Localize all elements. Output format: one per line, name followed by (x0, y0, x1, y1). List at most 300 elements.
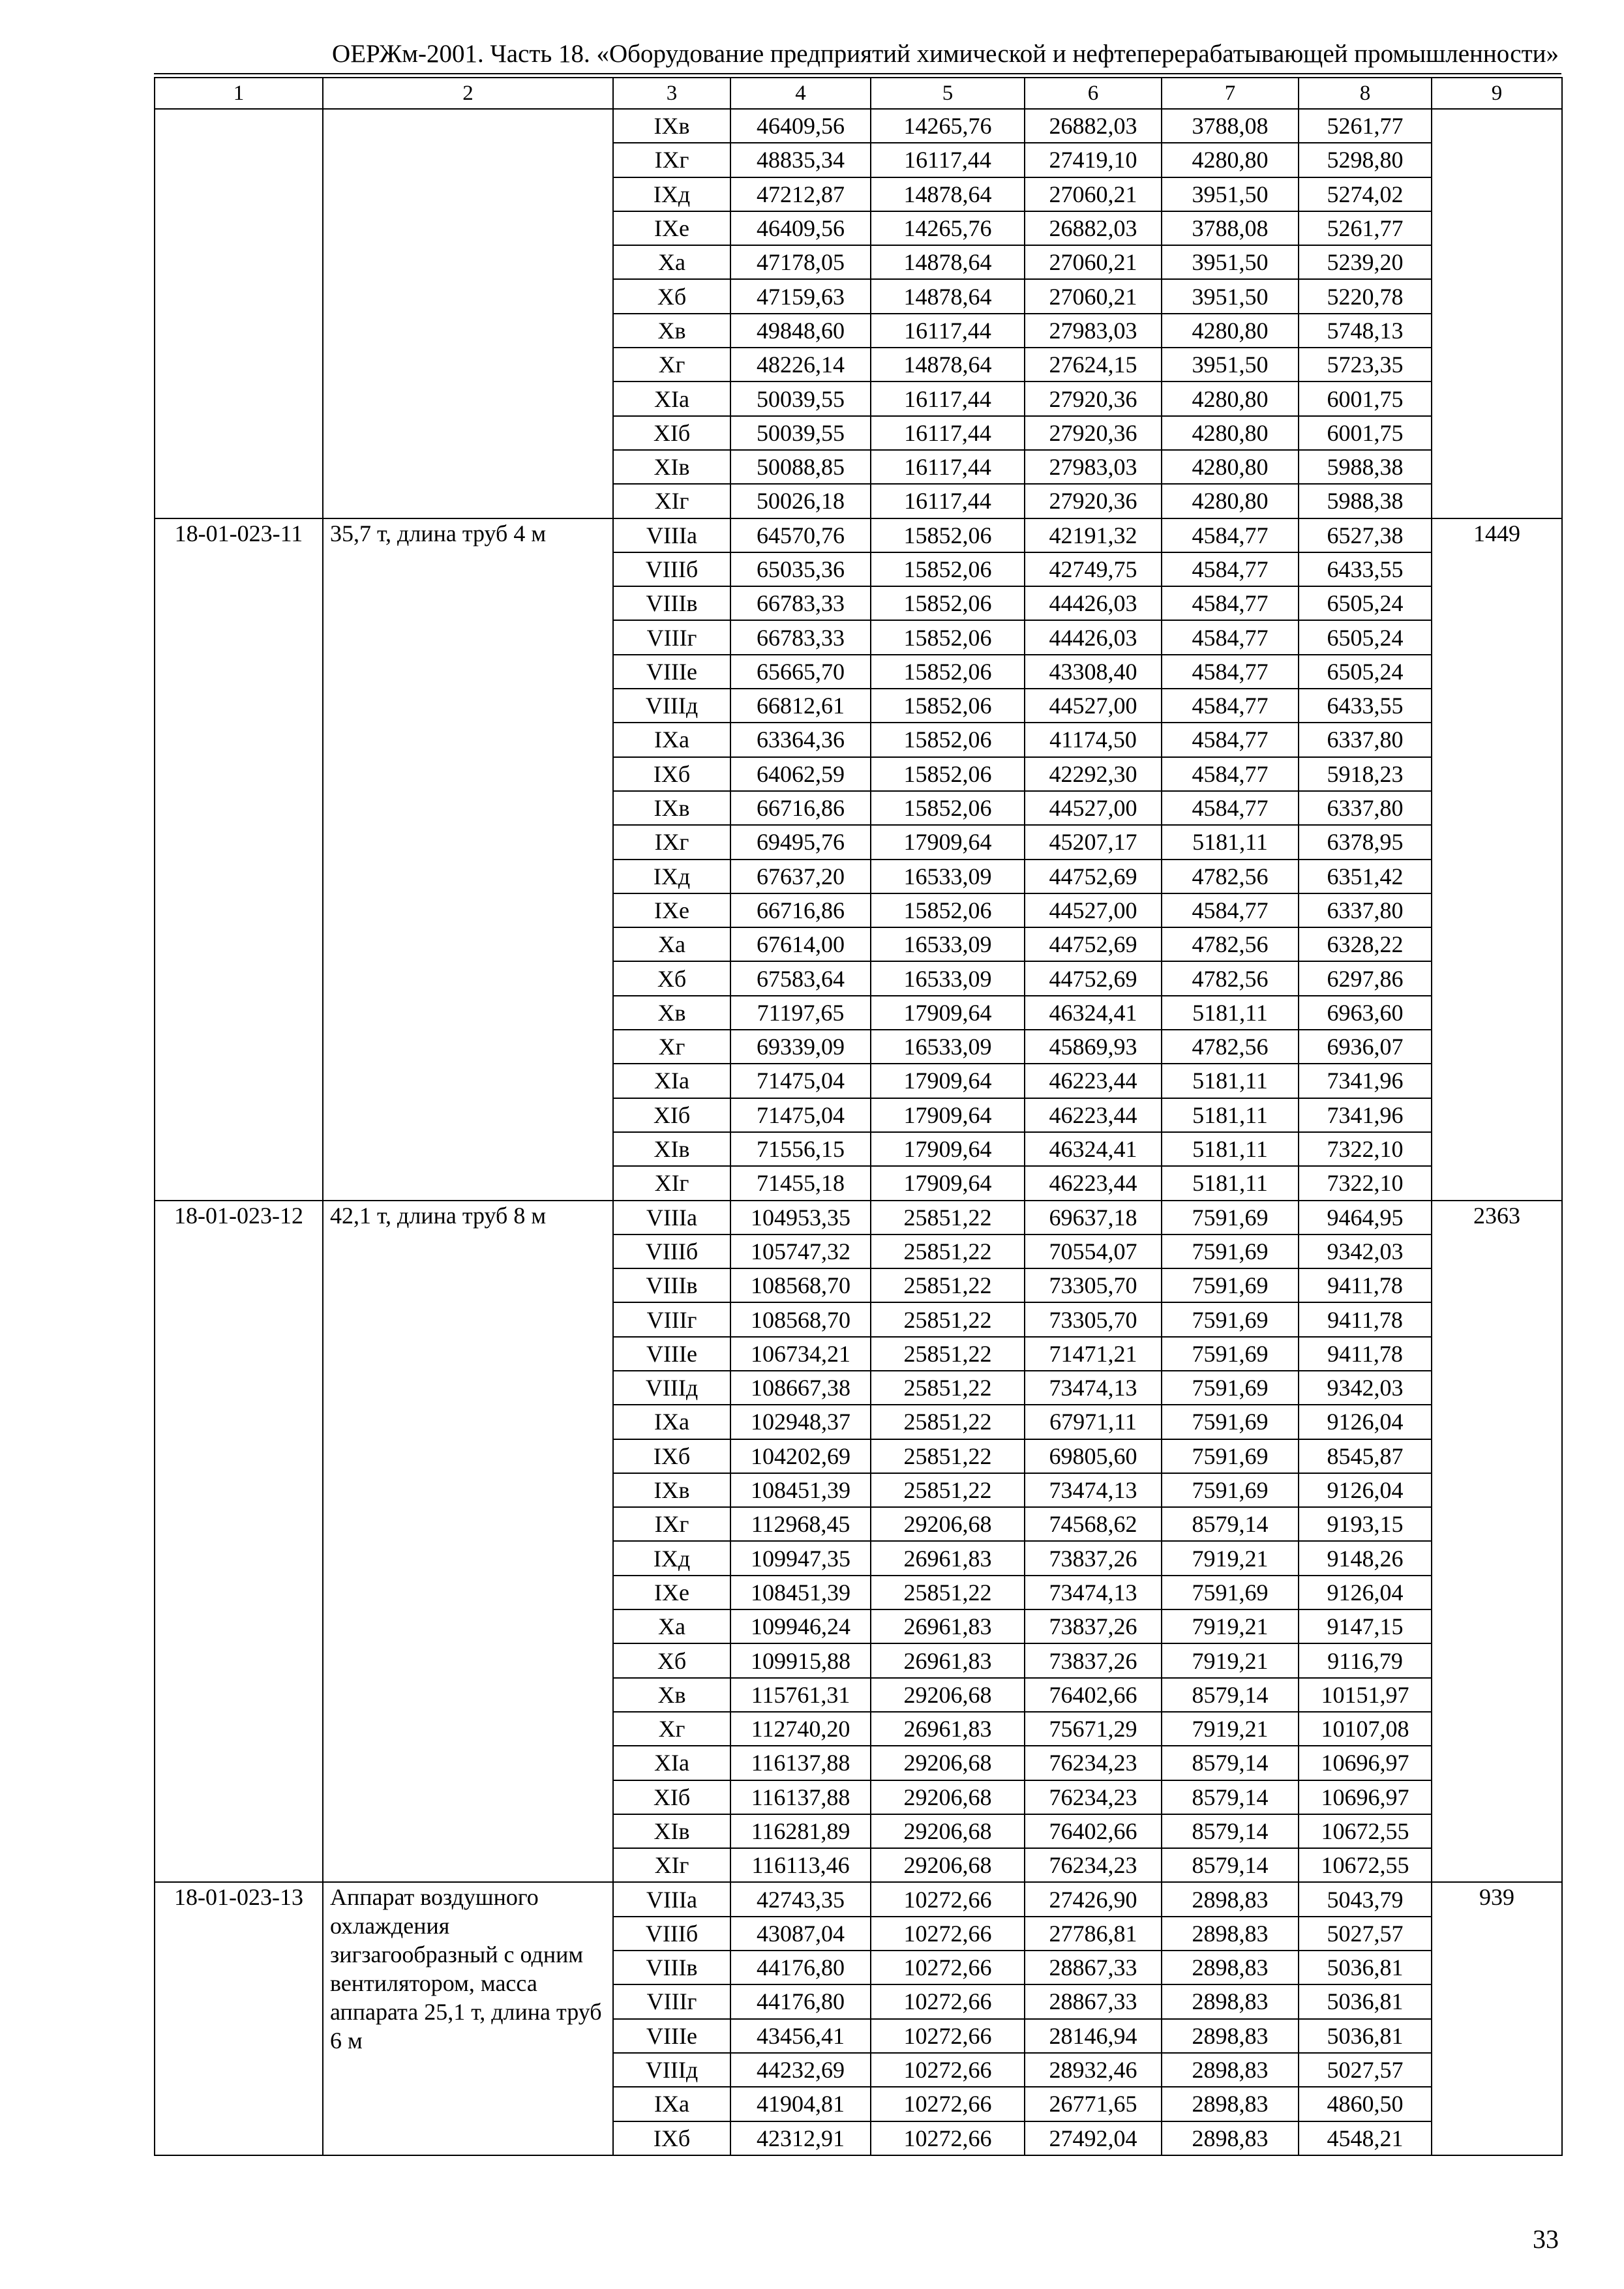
value-cell: 27624,15 (1025, 348, 1162, 382)
value-cell: 7591,69 (1162, 1268, 1299, 1302)
zone-cell: Xа (613, 245, 730, 279)
value-cell: 26882,03 (1025, 211, 1162, 245)
item-description-cell: 42,1 т, длина труб 8 м (323, 1201, 613, 1883)
value-cell: 26961,83 (871, 1541, 1025, 1575)
value-cell: 44426,03 (1025, 620, 1162, 654)
norm-value-cell: 939 (1432, 1882, 1562, 2155)
value-cell: 45869,93 (1025, 1030, 1162, 1064)
zone-cell: VIIIе (613, 2019, 730, 2053)
zone-cell: IXе (613, 893, 730, 927)
value-cell: 73837,26 (1025, 1609, 1162, 1643)
value-cell: 8579,14 (1162, 1746, 1299, 1780)
value-cell: 27983,03 (1025, 450, 1162, 484)
value-cell: 4584,77 (1162, 723, 1299, 756)
value-cell: 7591,69 (1162, 1201, 1299, 1234)
value-cell: 42312,91 (730, 2121, 871, 2155)
value-cell: 65035,36 (730, 552, 871, 586)
value-cell: 15852,06 (871, 552, 1025, 586)
value-cell: 5027,57 (1299, 2053, 1432, 2087)
value-cell: 4280,80 (1162, 450, 1299, 484)
value-cell: 9411,78 (1299, 1268, 1432, 1302)
value-cell: 10672,55 (1299, 1814, 1432, 1848)
value-cell: 5043,79 (1299, 1882, 1432, 1916)
value-cell: 27426,90 (1025, 1882, 1162, 1916)
value-cell: 104953,35 (730, 1201, 871, 1234)
value-cell: 5181,11 (1162, 825, 1299, 859)
value-cell: 46409,56 (730, 109, 871, 143)
value-cell: 71455,18 (730, 1166, 871, 1200)
value-cell: 27983,03 (1025, 314, 1162, 348)
column-number-cell: 7 (1162, 78, 1299, 109)
value-cell: 43308,40 (1025, 655, 1162, 689)
value-cell: 27920,36 (1025, 416, 1162, 450)
value-cell: 10107,08 (1299, 1712, 1432, 1746)
norm-value-cell (1432, 109, 1562, 518)
value-cell: 44176,80 (730, 1984, 871, 2018)
zone-cell: VIIIг (613, 1302, 730, 1336)
value-cell: 4584,77 (1162, 689, 1299, 723)
value-cell: 109946,24 (730, 1609, 871, 1643)
zone-cell: IXд (613, 1541, 730, 1575)
value-cell: 25851,22 (871, 1268, 1025, 1302)
value-cell: 6378,95 (1299, 825, 1432, 859)
zone-cell: Xв (613, 996, 730, 1030)
value-cell: 5298,80 (1299, 143, 1432, 177)
item-code-cell (155, 109, 323, 518)
zone-cell: IXа (613, 723, 730, 756)
value-cell: 9126,04 (1299, 1576, 1432, 1609)
value-cell: 29206,68 (871, 1678, 1025, 1712)
value-cell: 73305,70 (1025, 1268, 1162, 1302)
value-cell: 73305,70 (1025, 1302, 1162, 1336)
value-cell: 63364,36 (730, 723, 871, 756)
value-cell: 76234,23 (1025, 1780, 1162, 1814)
value-cell: 8579,14 (1162, 1780, 1299, 1814)
value-cell: 15852,06 (871, 518, 1025, 552)
value-cell: 9126,04 (1299, 1405, 1432, 1439)
value-cell: 26961,83 (871, 1643, 1025, 1677)
value-cell: 4280,80 (1162, 416, 1299, 450)
value-cell: 42743,35 (730, 1882, 871, 1916)
value-cell: 9116,79 (1299, 1643, 1432, 1677)
value-cell: 10151,97 (1299, 1678, 1432, 1712)
value-cell: 10272,66 (871, 2121, 1025, 2155)
value-cell: 10272,66 (871, 1984, 1025, 2018)
value-cell: 29206,68 (871, 1507, 1025, 1541)
value-cell: 25851,22 (871, 1576, 1025, 1609)
value-cell: 67614,00 (730, 927, 871, 961)
value-cell: 14878,64 (871, 245, 1025, 279)
value-cell: 42749,75 (1025, 552, 1162, 586)
value-cell: 6337,80 (1299, 893, 1432, 927)
zone-cell: XIг (613, 1166, 730, 1200)
value-cell: 25851,22 (871, 1302, 1025, 1336)
zone-cell: XIа (613, 1064, 730, 1098)
value-cell: 48226,14 (730, 348, 871, 382)
value-cell: 6337,80 (1299, 723, 1432, 756)
zone-cell: VIIIг (613, 1984, 730, 2018)
zone-cell: IXе (613, 1576, 730, 1609)
value-cell: 7919,21 (1162, 1712, 1299, 1746)
value-cell: 106734,21 (730, 1337, 871, 1371)
value-cell: 6351,42 (1299, 860, 1432, 893)
value-cell: 46223,44 (1025, 1166, 1162, 1200)
item-code-cell: 18-01-023-13 (155, 1882, 323, 2155)
value-cell: 17909,64 (871, 996, 1025, 1030)
value-cell: 17909,64 (871, 1166, 1025, 1200)
zone-cell: XIв (613, 450, 730, 484)
value-cell: 76234,23 (1025, 1848, 1162, 1882)
value-cell: 9148,26 (1299, 1541, 1432, 1575)
value-cell: 109947,35 (730, 1541, 871, 1575)
value-cell: 76402,66 (1025, 1678, 1162, 1712)
value-cell: 116113,46 (730, 1848, 871, 1882)
value-cell: 4280,80 (1162, 382, 1299, 415)
value-cell: 64570,76 (730, 518, 871, 552)
value-cell: 7919,21 (1162, 1609, 1299, 1643)
value-cell: 48835,34 (730, 143, 871, 177)
value-cell: 27060,21 (1025, 245, 1162, 279)
column-number-cell: 4 (730, 78, 871, 109)
value-cell: 6297,86 (1299, 961, 1432, 995)
value-cell: 73837,26 (1025, 1541, 1162, 1575)
value-cell: 41904,81 (730, 2087, 871, 2121)
value-cell: 14265,76 (871, 109, 1025, 143)
value-cell: 44232,69 (730, 2053, 871, 2087)
value-cell: 4584,77 (1162, 757, 1299, 791)
value-cell: 76234,23 (1025, 1746, 1162, 1780)
value-cell: 43087,04 (730, 1917, 871, 1951)
value-cell: 10272,66 (871, 1882, 1025, 1916)
value-cell: 27492,04 (1025, 2121, 1162, 2155)
value-cell: 15852,06 (871, 620, 1025, 654)
value-cell: 6001,75 (1299, 416, 1432, 450)
zone-cell: Xа (613, 927, 730, 961)
value-cell: 8545,87 (1299, 1439, 1432, 1473)
value-cell: 44426,03 (1025, 586, 1162, 620)
value-cell: 25851,22 (871, 1234, 1025, 1268)
value-cell: 6505,24 (1299, 655, 1432, 689)
value-cell: 112740,20 (730, 1712, 871, 1746)
value-cell: 9193,15 (1299, 1507, 1432, 1541)
value-cell: 14878,64 (871, 177, 1025, 211)
value-cell: 46324,41 (1025, 996, 1162, 1030)
value-cell: 15852,06 (871, 689, 1025, 723)
zone-cell: IXб (613, 2121, 730, 2155)
value-cell: 15852,06 (871, 586, 1025, 620)
value-cell: 5181,11 (1162, 996, 1299, 1030)
value-cell: 3951,50 (1162, 348, 1299, 382)
value-cell: 44527,00 (1025, 689, 1162, 723)
zone-cell: Xб (613, 279, 730, 313)
value-cell: 4584,77 (1162, 552, 1299, 586)
value-cell: 7341,96 (1299, 1098, 1432, 1132)
value-cell: 7591,69 (1162, 1302, 1299, 1336)
item-code-cell: 18-01-023-11 (155, 518, 323, 1201)
value-cell: 47159,63 (730, 279, 871, 313)
value-cell: 49848,60 (730, 314, 871, 348)
value-cell: 25851,22 (871, 1405, 1025, 1439)
value-cell: 9147,15 (1299, 1609, 1432, 1643)
value-cell: 44752,69 (1025, 961, 1162, 995)
value-cell: 66716,86 (730, 893, 871, 927)
value-cell: 17909,64 (871, 1098, 1025, 1132)
value-cell: 27060,21 (1025, 279, 1162, 313)
value-cell: 7322,10 (1299, 1132, 1432, 1166)
value-cell: 3951,50 (1162, 279, 1299, 313)
value-cell: 10272,66 (871, 2087, 1025, 2121)
zone-cell: VIIIб (613, 1234, 730, 1268)
value-cell: 5918,23 (1299, 757, 1432, 791)
value-cell: 4584,77 (1162, 620, 1299, 654)
value-cell: 5036,81 (1299, 1984, 1432, 2018)
zone-cell: IXа (613, 2087, 730, 2121)
header-rule (154, 73, 1561, 74)
value-cell: 10696,97 (1299, 1780, 1432, 1814)
value-cell: 71471,21 (1025, 1337, 1162, 1371)
value-cell: 10272,66 (871, 1951, 1025, 1984)
value-cell: 3788,08 (1162, 109, 1299, 143)
value-cell: 7591,69 (1162, 1337, 1299, 1371)
value-cell: 7591,69 (1162, 1405, 1299, 1439)
value-cell: 4584,77 (1162, 893, 1299, 927)
value-cell: 2898,83 (1162, 1984, 1299, 2018)
value-cell: 6433,55 (1299, 689, 1432, 723)
value-cell: 44176,80 (730, 1951, 871, 1984)
value-cell: 5274,02 (1299, 177, 1432, 211)
zone-cell: Xг (613, 1712, 730, 1746)
value-cell: 26771,65 (1025, 2087, 1162, 2121)
zone-cell: XIг (613, 484, 730, 518)
zone-cell: VIIIд (613, 1371, 730, 1405)
value-cell: 67583,64 (730, 961, 871, 995)
value-cell: 102948,37 (730, 1405, 871, 1439)
zone-cell: VIIIб (613, 552, 730, 586)
value-cell: 67971,11 (1025, 1405, 1162, 1439)
value-cell: 25851,22 (871, 1201, 1025, 1234)
zone-cell: IXд (613, 177, 730, 211)
value-cell: 6505,24 (1299, 620, 1432, 654)
value-cell: 108451,39 (730, 1576, 871, 1609)
zone-cell: IXг (613, 825, 730, 859)
zone-cell: XIа (613, 1746, 730, 1780)
zone-cell: XIа (613, 382, 730, 415)
zone-cell: VIIIа (613, 1882, 730, 1916)
value-cell: 7591,69 (1162, 1371, 1299, 1405)
zone-cell: IXе (613, 211, 730, 245)
item-description-cell (323, 109, 613, 518)
value-cell: 76402,66 (1025, 1814, 1162, 1848)
value-cell: 104202,69 (730, 1439, 871, 1473)
value-cell: 5181,11 (1162, 1098, 1299, 1132)
value-cell: 44752,69 (1025, 860, 1162, 893)
document-header: ОЕРЖм-2001. Часть 18. «Оборудование предприятий химической и нефтеперерабатывающей промышленности» (332, 40, 1559, 68)
zone-cell: IXв (613, 1473, 730, 1507)
value-cell: 5261,77 (1299, 211, 1432, 245)
zone-cell: IXа (613, 1405, 730, 1439)
value-cell: 4782,56 (1162, 927, 1299, 961)
zone-cell: XIв (613, 1132, 730, 1166)
price-table (154, 77, 1563, 2156)
value-cell: 108568,70 (730, 1268, 871, 1302)
value-cell: 46223,44 (1025, 1064, 1162, 1098)
value-cell: 14878,64 (871, 279, 1025, 313)
value-cell: 47178,05 (730, 245, 871, 279)
value-cell: 16533,09 (871, 860, 1025, 893)
value-cell: 6337,80 (1299, 791, 1432, 825)
value-cell: 4548,21 (1299, 2121, 1432, 2155)
value-cell: 2898,83 (1162, 2087, 1299, 2121)
zone-cell: IXб (613, 1439, 730, 1473)
value-cell: 2898,83 (1162, 2053, 1299, 2087)
value-cell: 64062,59 (730, 757, 871, 791)
value-cell: 116137,88 (730, 1780, 871, 1814)
value-cell: 73474,13 (1025, 1473, 1162, 1507)
value-cell: 112968,45 (730, 1507, 871, 1541)
value-cell: 46223,44 (1025, 1098, 1162, 1132)
zone-cell: IXг (613, 1507, 730, 1541)
value-cell: 14878,64 (871, 348, 1025, 382)
zone-cell: IXб (613, 757, 730, 791)
column-number-cell: 9 (1432, 78, 1562, 109)
value-cell: 47212,87 (730, 177, 871, 211)
zone-cell: VIIIг (613, 620, 730, 654)
value-cell: 50039,55 (730, 382, 871, 415)
value-cell: 109915,88 (730, 1643, 871, 1677)
table-row (155, 109, 1562, 143)
value-cell: 44527,00 (1025, 893, 1162, 927)
value-cell: 4280,80 (1162, 143, 1299, 177)
zone-cell: VIIIд (613, 689, 730, 723)
value-cell: 16117,44 (871, 143, 1025, 177)
value-cell: 29206,68 (871, 1848, 1025, 1882)
value-cell: 8579,14 (1162, 1814, 1299, 1848)
value-cell: 14265,76 (871, 211, 1025, 245)
value-cell: 4782,56 (1162, 961, 1299, 995)
zone-cell: Xв (613, 1678, 730, 1712)
zone-cell: IXд (613, 860, 730, 893)
value-cell: 44752,69 (1025, 927, 1162, 961)
value-cell: 71475,04 (730, 1064, 871, 1098)
zone-cell: Xб (613, 1643, 730, 1677)
value-cell: 116281,89 (730, 1814, 871, 1848)
value-cell: 6963,60 (1299, 996, 1432, 1030)
zone-cell: IXв (613, 791, 730, 825)
value-cell: 4860,50 (1299, 2087, 1432, 2121)
value-cell: 45207,17 (1025, 825, 1162, 859)
value-cell: 27419,10 (1025, 143, 1162, 177)
zone-cell: VIIIв (613, 1951, 730, 1984)
value-cell: 6328,22 (1299, 927, 1432, 961)
value-cell: 108451,39 (730, 1473, 871, 1507)
value-cell: 2898,83 (1162, 1882, 1299, 1916)
value-cell: 6936,07 (1299, 1030, 1432, 1064)
value-cell: 10272,66 (871, 1917, 1025, 1951)
value-cell: 7341,96 (1299, 1064, 1432, 1098)
value-cell: 116137,88 (730, 1746, 871, 1780)
item-description-cell: Аппарат воздушного охлаждения зигзагообразный с одним вентилятором, масса аппарата 25,1 т, длина труб 6 м (323, 1882, 613, 2155)
value-cell: 6433,55 (1299, 552, 1432, 586)
zone-cell: XIб (613, 1780, 730, 1814)
value-cell: 27060,21 (1025, 177, 1162, 211)
value-cell: 10272,66 (871, 2019, 1025, 2053)
column-number-cell: 2 (323, 78, 613, 109)
value-cell: 16117,44 (871, 382, 1025, 415)
value-cell: 69339,09 (730, 1030, 871, 1064)
value-cell: 5181,11 (1162, 1132, 1299, 1166)
value-cell: 4584,77 (1162, 586, 1299, 620)
value-cell: 27786,81 (1025, 1917, 1162, 1951)
value-cell: 3951,50 (1162, 245, 1299, 279)
zone-cell: VIIIв (613, 586, 730, 620)
value-cell: 10696,97 (1299, 1746, 1432, 1780)
value-cell: 6527,38 (1299, 518, 1432, 552)
column-number-cell: 3 (613, 78, 730, 109)
value-cell: 27920,36 (1025, 382, 1162, 415)
value-cell: 44527,00 (1025, 791, 1162, 825)
table-body (155, 78, 1562, 2155)
value-cell: 50026,18 (730, 484, 871, 518)
value-cell: 6505,24 (1299, 586, 1432, 620)
value-cell: 73837,26 (1025, 1643, 1162, 1677)
value-cell: 7591,69 (1162, 1439, 1299, 1473)
value-cell: 73474,13 (1025, 1576, 1162, 1609)
value-cell: 50039,55 (730, 416, 871, 450)
norm-value-cell: 1449 (1432, 518, 1562, 1201)
value-cell: 16117,44 (871, 484, 1025, 518)
value-cell: 16117,44 (871, 416, 1025, 450)
value-cell: 5027,57 (1299, 1917, 1432, 1951)
value-cell: 7591,69 (1162, 1234, 1299, 1268)
value-cell: 5181,11 (1162, 1166, 1299, 1200)
value-cell: 71556,15 (730, 1132, 871, 1166)
value-cell: 74568,62 (1025, 1507, 1162, 1541)
value-cell: 70554,07 (1025, 1234, 1162, 1268)
value-cell: 16533,09 (871, 961, 1025, 995)
value-cell: 66783,33 (730, 620, 871, 654)
value-cell: 5036,81 (1299, 2019, 1432, 2053)
norm-value-cell: 2363 (1432, 1201, 1562, 1883)
table-row (155, 518, 1562, 552)
item-code-cell: 18-01-023-12 (155, 1201, 323, 1883)
zone-cell: VIIIе (613, 655, 730, 689)
column-number-cell: 5 (871, 78, 1025, 109)
zone-cell: XIг (613, 1848, 730, 1882)
value-cell: 6001,75 (1299, 382, 1432, 415)
value-cell: 50088,85 (730, 450, 871, 484)
value-cell: 16533,09 (871, 927, 1025, 961)
zone-cell: VIIIа (613, 1201, 730, 1234)
column-number-cell: 8 (1299, 78, 1432, 109)
value-cell: 27920,36 (1025, 484, 1162, 518)
value-cell: 4584,77 (1162, 791, 1299, 825)
value-cell: 5181,11 (1162, 1064, 1299, 1098)
value-cell: 69637,18 (1025, 1201, 1162, 1234)
column-number-cell: 6 (1025, 78, 1162, 109)
value-cell: 67637,20 (730, 860, 871, 893)
value-cell: 9342,03 (1299, 1371, 1432, 1405)
zone-cell: VIIIб (613, 1917, 730, 1951)
column-number-row (155, 78, 1562, 109)
value-cell: 43456,41 (730, 2019, 871, 2053)
value-cell: 26961,83 (871, 1712, 1025, 1746)
value-cell: 2898,83 (1162, 1951, 1299, 1984)
value-cell: 69495,76 (730, 825, 871, 859)
value-cell: 17909,64 (871, 1064, 1025, 1098)
zone-cell: VIIIв (613, 1268, 730, 1302)
value-cell: 15852,06 (871, 723, 1025, 756)
value-cell: 5036,81 (1299, 1951, 1432, 1984)
